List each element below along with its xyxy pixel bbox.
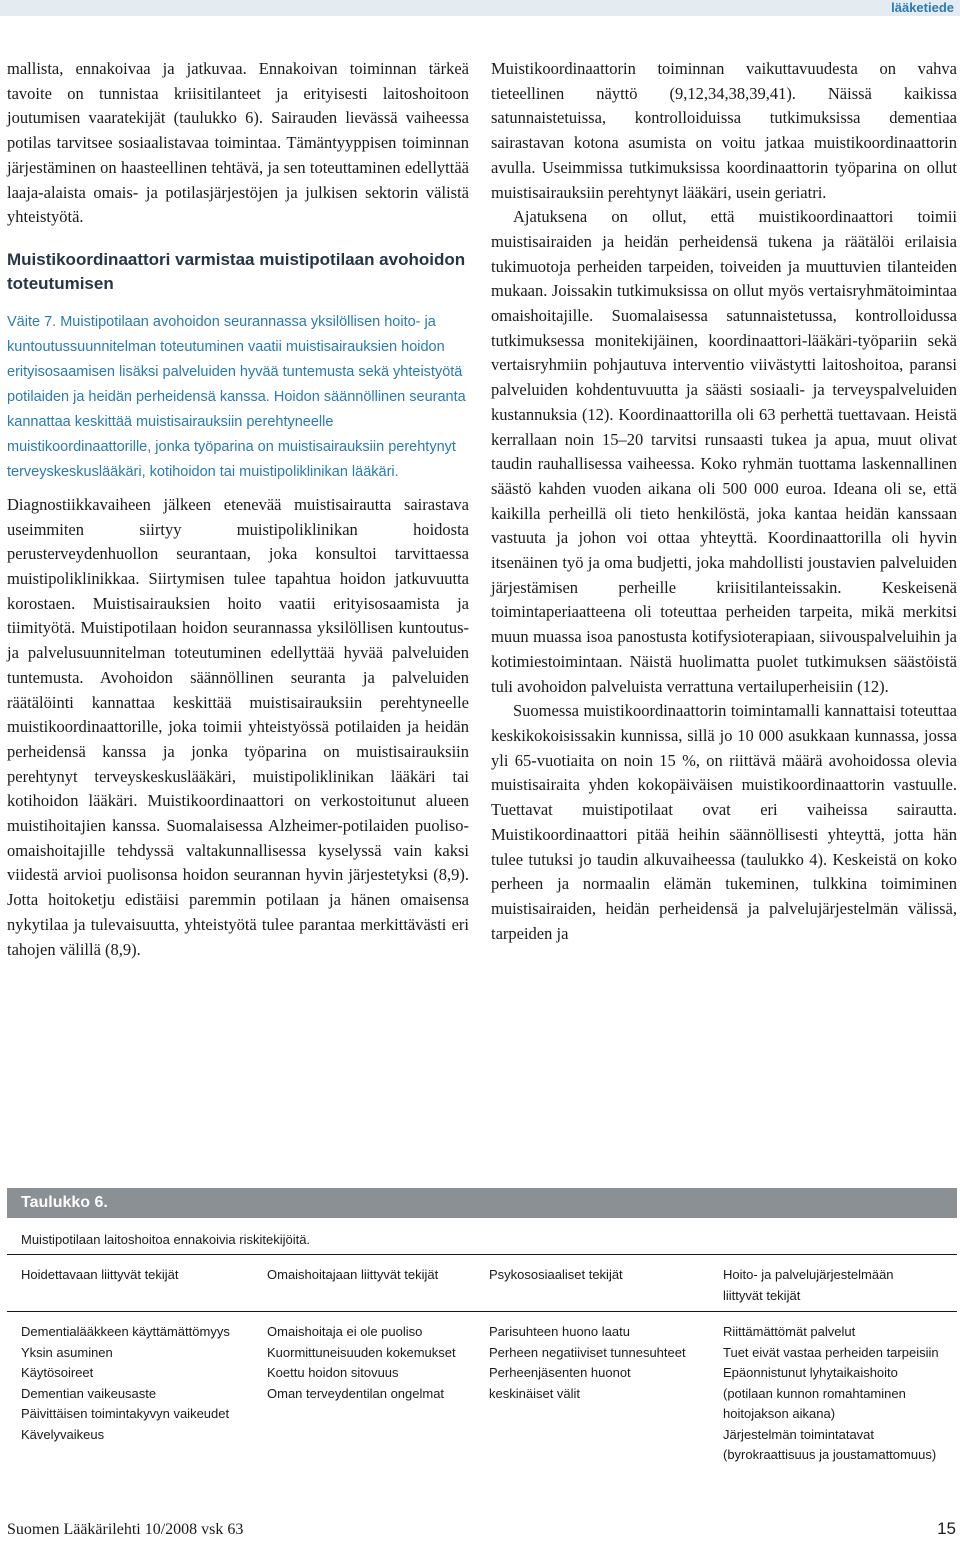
intro-paragraph: mallista, ennakoivaa ja jatkuvaa. Ennakoivan toiminnan tärkeä tavoite on tunnistaa kriisitilanteet ja erityisesti laitoshoitoon joutumisen vaaratekijät (taulukko 6). Sairauden lievässä vaiheessa potilas tarvitsee sosiaalistavaa toimintaa. Tämäntyyppisen toiminnan järjestäminen on haasteellinen tehtävä, ja sen toteuttaminen edellyttää laaja-alaista omais- ja potilasjärjestöjen ja julkisen sektorin välistä yhteistyötä. <box>7 59 469 227</box>
table-header-row <box>7 1255 957 1311</box>
table-title: Taulukko 6. <box>7 1188 957 1218</box>
page-number: 15 <box>937 1519 956 1538</box>
table-header-cell: Omaishoitajaan liittyvät tekijät <box>267 1267 439 1282</box>
section-heading: Muistikoordinaattori varmistaa muistipotilaan avohoidon toteutumisen <box>7 249 466 293</box>
section-label: lääketiede <box>891 0 954 15</box>
right-column <box>491 57 957 946</box>
claim-continuation: Hoidon säännöllinen seuranta kannattaa keskittää muistisairauksiin perehtyneelle muistikoordinaattorille, jonka työparina on muistisairauksiin perehtynyt terveyskeskuslääkäri, kotihoidon tai muistipoliklinikan lääkäri. <box>7 388 466 480</box>
journal-footer: Suomen Lääkärilehti 10/2008 vsk 63 <box>7 1521 244 1538</box>
claim-box <box>7 310 469 485</box>
table-cell: Riittämättömät palvelut Tuet eivät vastaa perheiden tarpeisiin Epäonnistunut lyhytaikaishoito (potilaan kunnon romahtaminen hoitojakson aikana) Järjestelmän toimintatavat (byrokraattisuus ja joustamattomuus) <box>723 1324 939 1462</box>
claim-label: Väite 7. <box>7 313 57 330</box>
table-cell: Dementialääkkeen käyttämättömyys Yksin asuminen Käytösoireet Dementian vaikeusaste Päivittäisen toimintakyvyn vaikeudet Kävelyvaikeus <box>21 1324 230 1442</box>
risk-factor-table <box>7 1188 957 1470</box>
right-paragraph-1: Muistikoordinaattorin toiminnan vaikuttavuudesta on vahva tieteellinen näyttö (9,12,34,38,39,41). Näissä kaikissa satunnaistetuissa, kontrolloiduissa tutkimuksissa dementiaa sairastavan kotona asumista on voitu jatkaa muistikoordinaattorin avulla. Useimmissa tutkimuksissa koordinaattorin työparina on ollut muistisairauksiin perehtynyt lääkäri, usein geriatri. <box>491 59 957 202</box>
left-column <box>7 57 469 962</box>
header-bar <box>0 0 960 16</box>
table-body-row <box>7 1312 957 1470</box>
table-caption: Muistipotilaan laitoshoitoa ennakoivia riskitekijöitä. <box>21 1232 311 1247</box>
table-cell: Omaishoitaja ei ole puoliso Kuormittuneisuuden kokemukset Koettu hoidon sitovuus Oman terveydentilan ongelmat <box>267 1324 456 1401</box>
table-cell: Parisuhteen huono laatu Perheen negatiiviset tunnesuhteet Perheenjäsenten huonot keskinäiset välit <box>489 1324 686 1401</box>
body-paragraph: Diagnostiikkavaiheen jälkeen etenevää muistisairautta sairastava useimmiten siirtyy muistipoliklinikan hoidosta perusterveydenhuollon seurantaan, joka konsultoi tarvittaessa muistipoliklinikkaa. Siirtymisen tulee tapahtua hoidon jatkuvuutta korostaen. Muistisairauksien hoito vaatii erityisosaamista ja tiimityötä. Muistipotilaan hoidon seurannassa yksilöllisen kuntoutus- ja palvelusuunnitelman toteutuminen edellyttää hyvää palveluiden tuntemusta. Avohoidon säännöllinen seuranta ja palveluiden räätälöinti kannattaa keskittää muistisairauksiin perehtyneelle muistikoordinaattorille, joka toimii yhteistyössä potilaiden ja heidän perheidensä kanssa ja jonka työparina on muistisairauksiin perehtynyt terveyskeskuslääkäri, muistipoliklinikan lääkäri tai kotihoidon lääkäri. Muistikoordinaattori on verkostoitunut alueen muistihoitajien kanssa. Suomalaisessa Alzheimer-potilaiden puoliso-omaishoitajille tehdyssä valtakunnallisessa kyselyssä vain kaksi viidestä arvioi puolisonsa hoidon seurannan hyvin järjestetyksi (8,9). Jotta hoitoketju edistäisi paremmin potilaan ja hänen omaisensa nykytilaa ja tulevaisuutta, yhteistyötä tulee parantaa merkittävästi eri tahojen välillä (8,9). <box>7 494 469 959</box>
table-header-cell: Hoito- ja palvelujärjestelmään liittyvät tekijät <box>723 1267 894 1303</box>
right-paragraph-2: Ajatuksena on ollut, että muistikoordinaattori toimii muistisairaiden ja heidän perheidensä tukena ja räätälöi erilaisia tukimuotoja perheiden tarpeiden, toiveiden ja muuttuvien tilanteiden mukaan. Joissakin tutkimuksissa on ollut myös vertaisryhmätoimintaa omaishoitajille. Suomalaisessa satunnaistetussa, kontrolloidussa tutkimuksessa monitekijäinen, koordinaattori-lääkäri-työpariin sekä vertaisryhmiin pohjautuva interventio viivästytti laitoshoitoa, paransi palveluiden kohdentuvuutta ja säästi sosiaali- ja terveyspalveluiden kustannuksia (12). Koordinaattorilla oli 63 perhettä tuettavaan. Heistä kerrallaan noin 15–20 tarvitsi runsaasti tukea ja apua, muut olivat taudin rauhallisessa vaiheessa. Koko ryhmän tuottama laskennallinen säästö kahden vuoden aikana oli 500 000 euroa. Ideana oli se, että kaikilla perheillä oli tieto henkilöstä, joka kantaa heidän kanssaan vastuuta ja johon voi ottaa yhteyttä. Koordinaattorilla oli hyvin itsenäinen työ ja oma budjetti, joka mahdollisti joustavien palveluiden järjestämisen perheille kriisitilanteissakin. Keskeisenä toimintaperiaatteena oli toteuttaa perheiden tarpeita, mikä merkitsi muun muassa isoa panostusta kotifysioterapiaan, siivouspalveluihin ja kotimiestoimintaan. Näistä huolimatta puolet tutkimuksen säästöistä tuli avohoidon palveluista verrattuna vertailuperheisiin (12). <box>491 207 957 696</box>
claim-text: Muistipotilaan avohoidon seurannassa yksilöllisen hoito- ja kuntoutussuunnitelman toteutuminen vaatii muistisairauksien hoidon erityisosaamisen lisäksi palveluiden hyvää tuntemusta sekä yhteistyötä potilaiden ja heidän perheidensä kanssa. <box>7 313 463 405</box>
table-header-cell: Hoidettavaan liittyvät tekijät <box>21 1267 179 1282</box>
table-header-cell: Psykososiaaliset tekijät <box>489 1267 623 1282</box>
right-paragraph-3: Suomessa muistikoordinaattorin toimintamalli kannattaisi toteuttaa keskikokoisissakin kunnissa, sillä jo 10 000 asukkaan kunnassa, jossa yli 65-vuotiaita on noin 15 %, on riittävä määrä avohoidossa olevia muistisairaita yhden kokopäiväisen muistikoordinaattorin vastuulle. Tuettavat muistipotilaat ovat eri vaiheissa sairautta. Muistikoordinaattori pitää heihin säännöllisesti yhteyttä, jotta hän tulee tutuksi jo taudin alkuvaiheessa (taulukko 4). Keskeistä on koko perheen ja normaalin elämän tukeminen, tulkkina toimiminen muistisairaiden, heidän perheidensä ja palvelujärjestelmän välissä, tarpeiden ja <box>491 701 957 943</box>
